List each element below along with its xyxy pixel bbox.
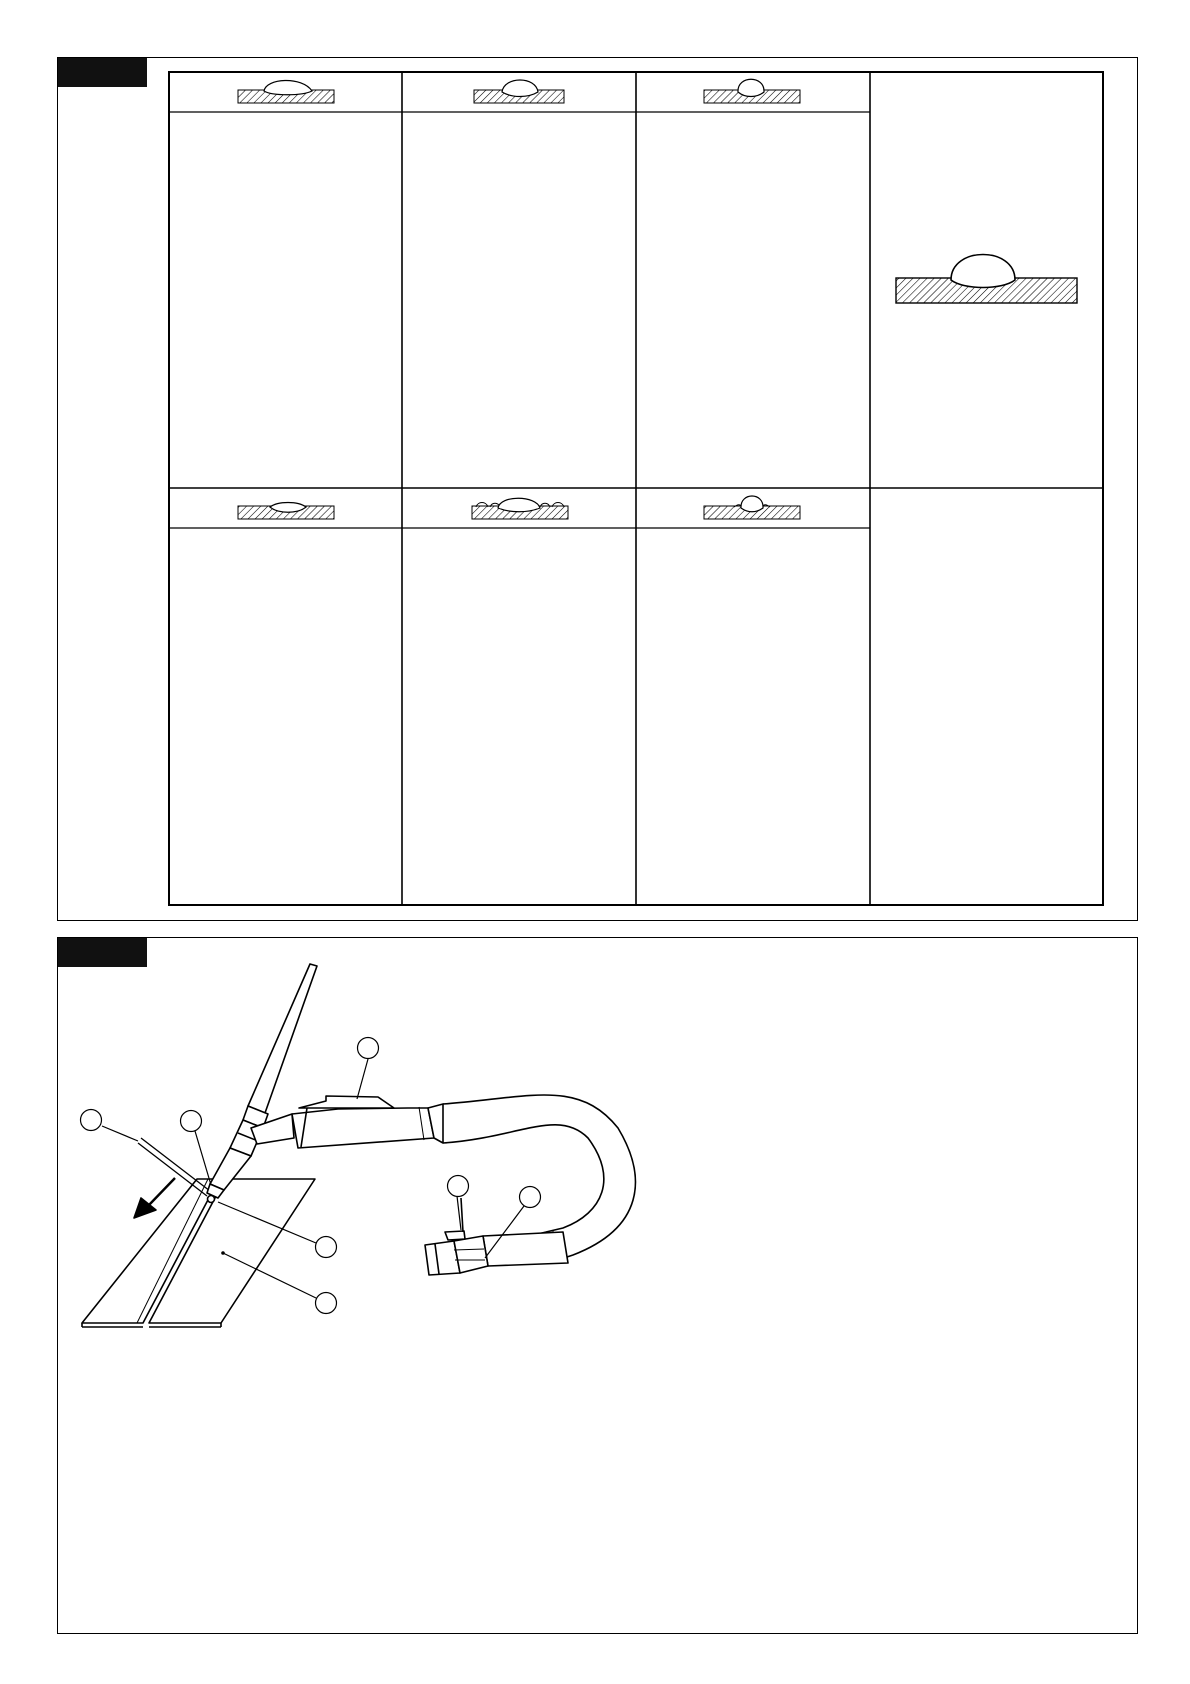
weld-profile-narrow-tall-icon (704, 79, 800, 103)
weld-profile-tall-undercut-icon (704, 496, 800, 519)
weld-profile-undercut-icon (238, 503, 334, 520)
weld-profile-ideal-icon (896, 255, 1077, 304)
weld-profile-table (58, 58, 1139, 922)
weld-profile-medium-icon (474, 80, 564, 103)
weld-profile-spatter-icon (472, 498, 568, 519)
callout-gas-connector (448, 1176, 469, 1197)
callout-electrode (181, 1111, 202, 1132)
callout-power-connector (520, 1187, 541, 1208)
callout-filler-rod (81, 1110, 102, 1131)
torch-connector-icon (425, 1198, 568, 1275)
workpiece-point (221, 1251, 225, 1255)
callout-workpiece (316, 1293, 337, 1314)
weld-profile-wide-flat-icon (238, 80, 334, 103)
tig-torch-diagram (58, 938, 1139, 1635)
callout-weld-pool (316, 1237, 337, 1258)
tig-torch-figure (57, 937, 1138, 1634)
workpiece-plates-icon (82, 1179, 315, 1327)
callout-trigger (358, 1038, 379, 1059)
weld-profile-figure (57, 57, 1138, 921)
tig-torch-icon (207, 964, 443, 1203)
direction-arrow-icon (134, 1178, 175, 1218)
